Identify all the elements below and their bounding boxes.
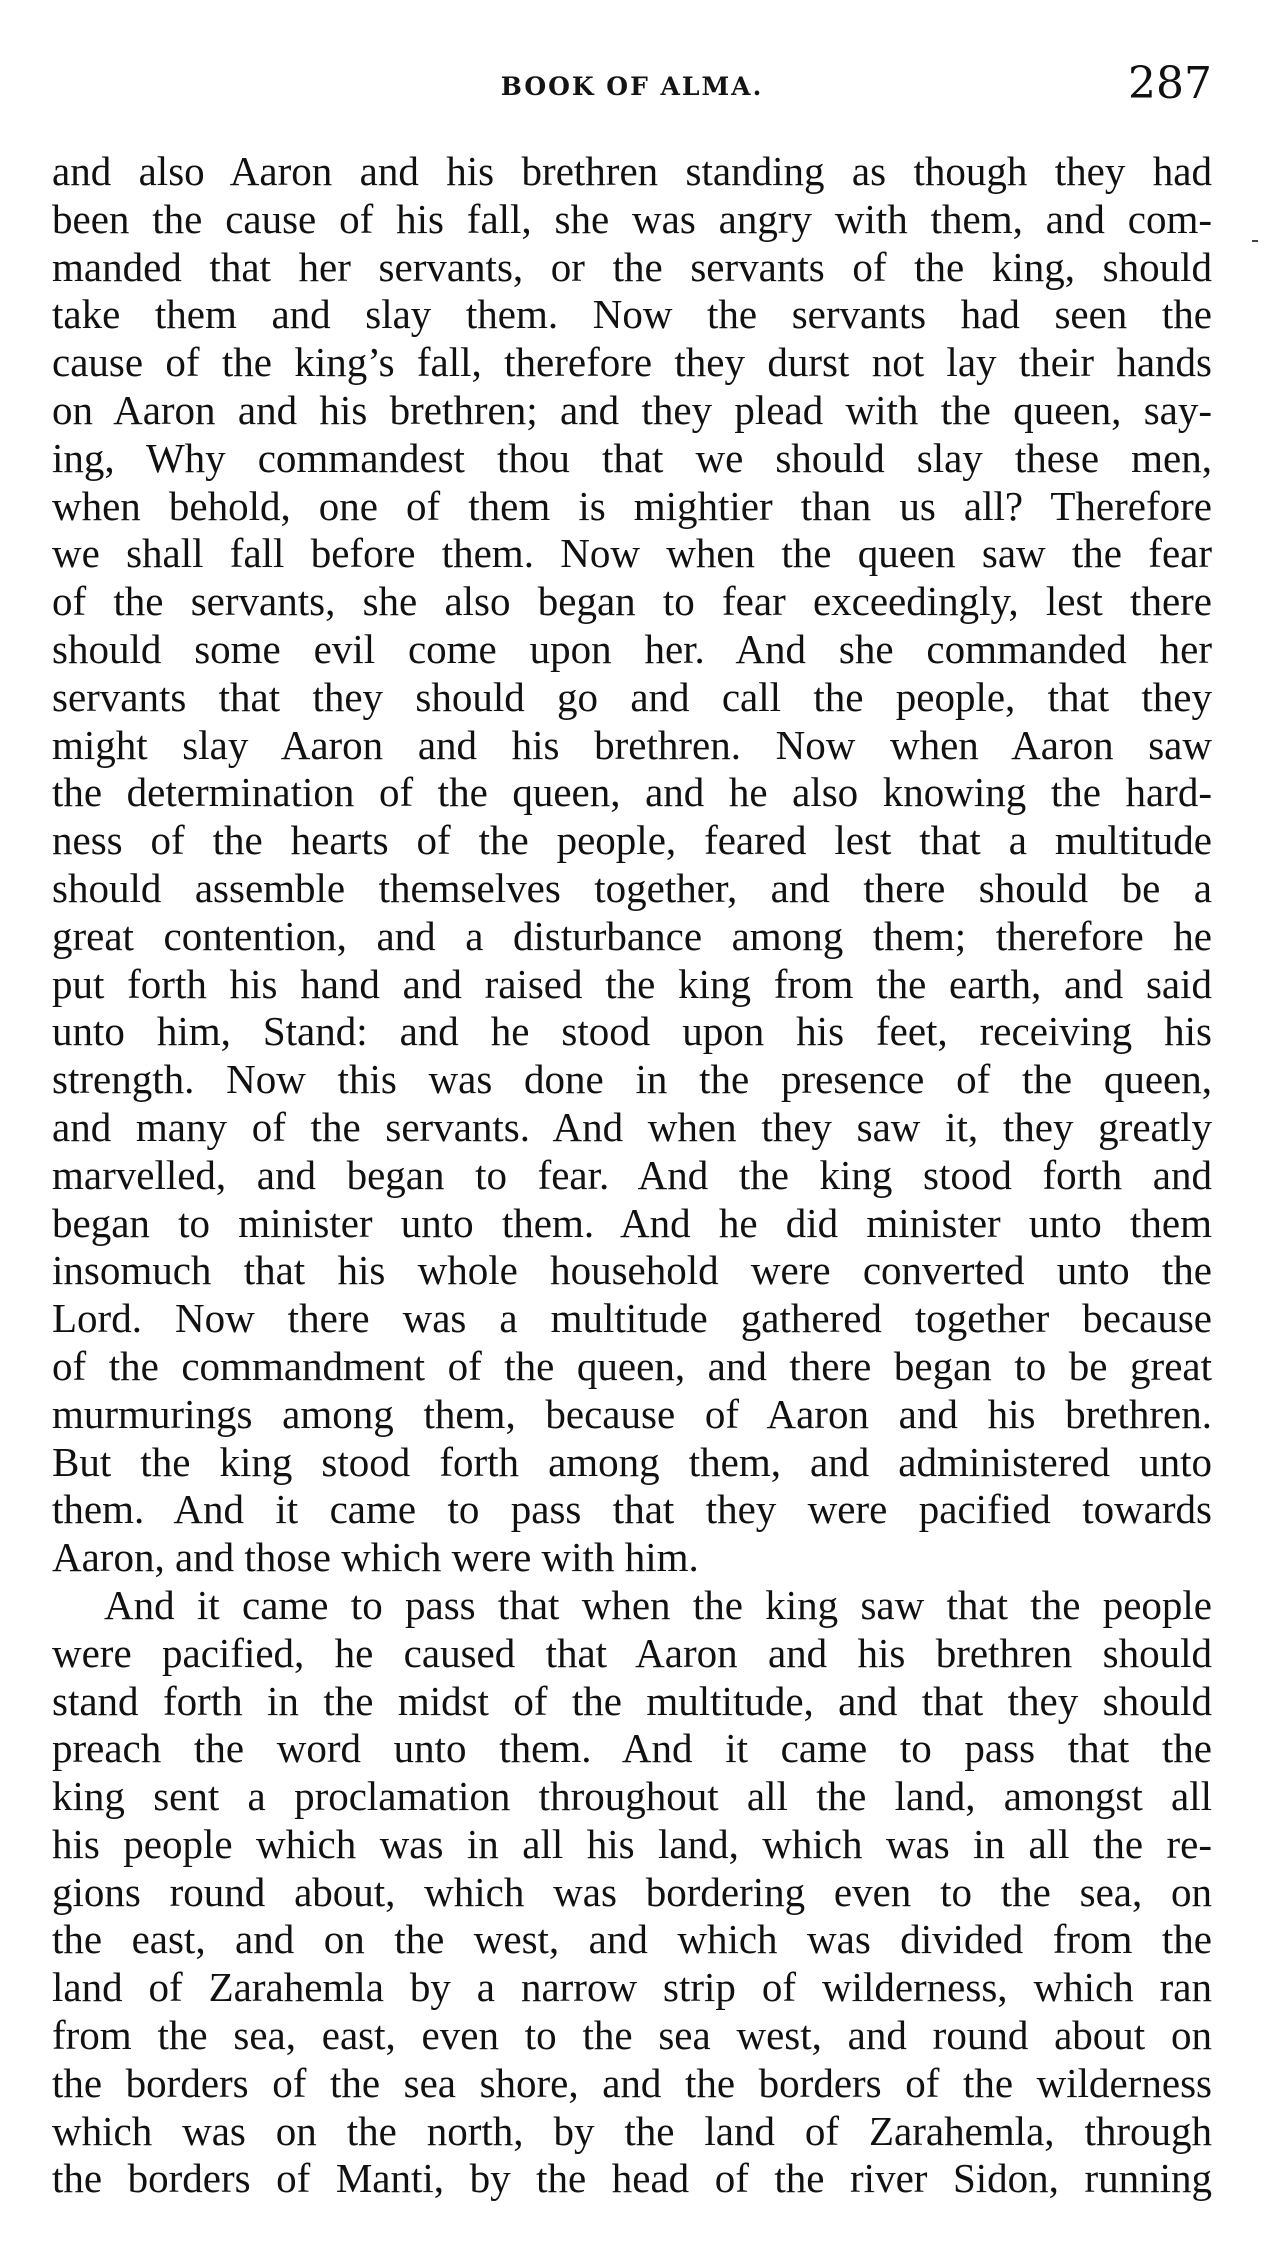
- text-line: from the sea, east, even to the sea west, and round about on: [52, 2012, 1212, 2059]
- text-line: on Aaron and his brethren; and they plead with the queen, say-: [52, 386, 1212, 433]
- text-line: which was on the north, by the land of Zarahemla, through: [52, 2107, 1212, 2154]
- text-line: land of Zarahemla by a narrow strip of wilderness, which ran: [52, 1964, 1212, 2011]
- text-line: we shall fall before them. Now when the queen saw the fear: [52, 530, 1212, 577]
- text-line: when behold, one of them is mightier than us all? Therefore: [52, 482, 1212, 529]
- text-line: might slay Aaron and his brethren. Now when Aaron saw: [52, 721, 1212, 768]
- text-line: Lord. Now there was a multitude gathered together because: [52, 1295, 1212, 1342]
- text-line: the borders of the sea shore, and the borders of the wilderness: [52, 2059, 1212, 2106]
- text-line: should assemble themselves together, and there should be a: [52, 864, 1212, 911]
- text-line: the borders of Manti, by the head of the river Sidon, running: [52, 2155, 1212, 2202]
- running-head: [52, 58, 1212, 108]
- text-line: stand forth in the midst of the multitude, and that they should: [52, 1677, 1212, 1724]
- text-line: the determination of the queen, and he also knowing the hard-: [52, 769, 1212, 816]
- text-line: insomuch that his whole household were converted unto the: [52, 1247, 1212, 1294]
- text-line: began to minister unto them. And he did minister unto them: [52, 1199, 1212, 1246]
- text-line: ing, Why commandest thou that we should slay these men,: [52, 434, 1212, 481]
- text-line: great contention, and a disturbance among them; therefore he: [52, 912, 1212, 959]
- text-line: the east, and on the west, and which was divided from the: [52, 1916, 1212, 1963]
- text-line: ness of the hearts of the people, feared lest that a multitude: [52, 817, 1212, 864]
- text-line: his people which was in all his land, which was in all the re-: [52, 1820, 1212, 1867]
- margin-mark: [1252, 240, 1258, 242]
- text-line: murmurings among them, because of Aaron and his brethren.: [52, 1390, 1212, 1437]
- text-line: king sent a proclamation throughout all the land, amongst all: [52, 1773, 1212, 1820]
- text-line: should some evil come upon her. And she commanded her: [52, 625, 1212, 672]
- text-line: cause of the king’s fall, therefore they durst not lay their hands: [52, 339, 1212, 386]
- text-line: unto him, Stand: and he stood upon his feet, receiving his: [52, 1008, 1212, 1055]
- text-line: gions round about, which was bordering even to the sea, on: [52, 1868, 1212, 1915]
- text-line: strength. Now this was done in the presence of the queen,: [52, 1056, 1212, 1103]
- page-number: 287: [1128, 58, 1212, 109]
- text-line: them. And it came to pass that they were pacified towards: [52, 1486, 1212, 1533]
- text-line: take them and slay them. Now the servants had seen the: [52, 291, 1212, 338]
- text-line: But the king stood forth among them, and administered unto: [52, 1438, 1212, 1485]
- text-line: of the commandment of the queen, and there began to be great: [52, 1342, 1212, 1389]
- paragraph-1: [52, 148, 1212, 1582]
- text-line: servants that they should go and call the people, that they: [52, 673, 1212, 720]
- text-line: and also Aaron and his brethren standing as though they had: [52, 148, 1212, 194]
- running-title: BOOK OF ALMA.: [500, 72, 764, 101]
- text-line: And it came to pass that when the king saw that the people: [104, 1581, 1212, 1628]
- text-line: preach the word unto them. And it came to pass that the: [52, 1725, 1212, 1772]
- text-line: Aaron, and those which were with him.: [52, 1534, 699, 1581]
- text-line: put forth his hand and raised the king from the earth, and said: [52, 960, 1212, 1007]
- text-line: were pacified, he caused that Aaron and his brethren should: [52, 1629, 1212, 1676]
- body-text: [52, 148, 1212, 2203]
- text-line: marvelled, and began to fear. And the king stood forth and: [52, 1151, 1212, 1198]
- paragraph-2: [52, 1582, 1212, 2203]
- text-line: of the servants, she also began to fear exceedingly, lest there: [52, 578, 1212, 625]
- text-line: been the cause of his fall, she was angry with them, and com-: [52, 195, 1212, 242]
- text-line: and many of the servants. And when they saw it, they greatly: [52, 1103, 1212, 1150]
- text-line: manded that her servants, or the servants of the king, should: [52, 243, 1212, 290]
